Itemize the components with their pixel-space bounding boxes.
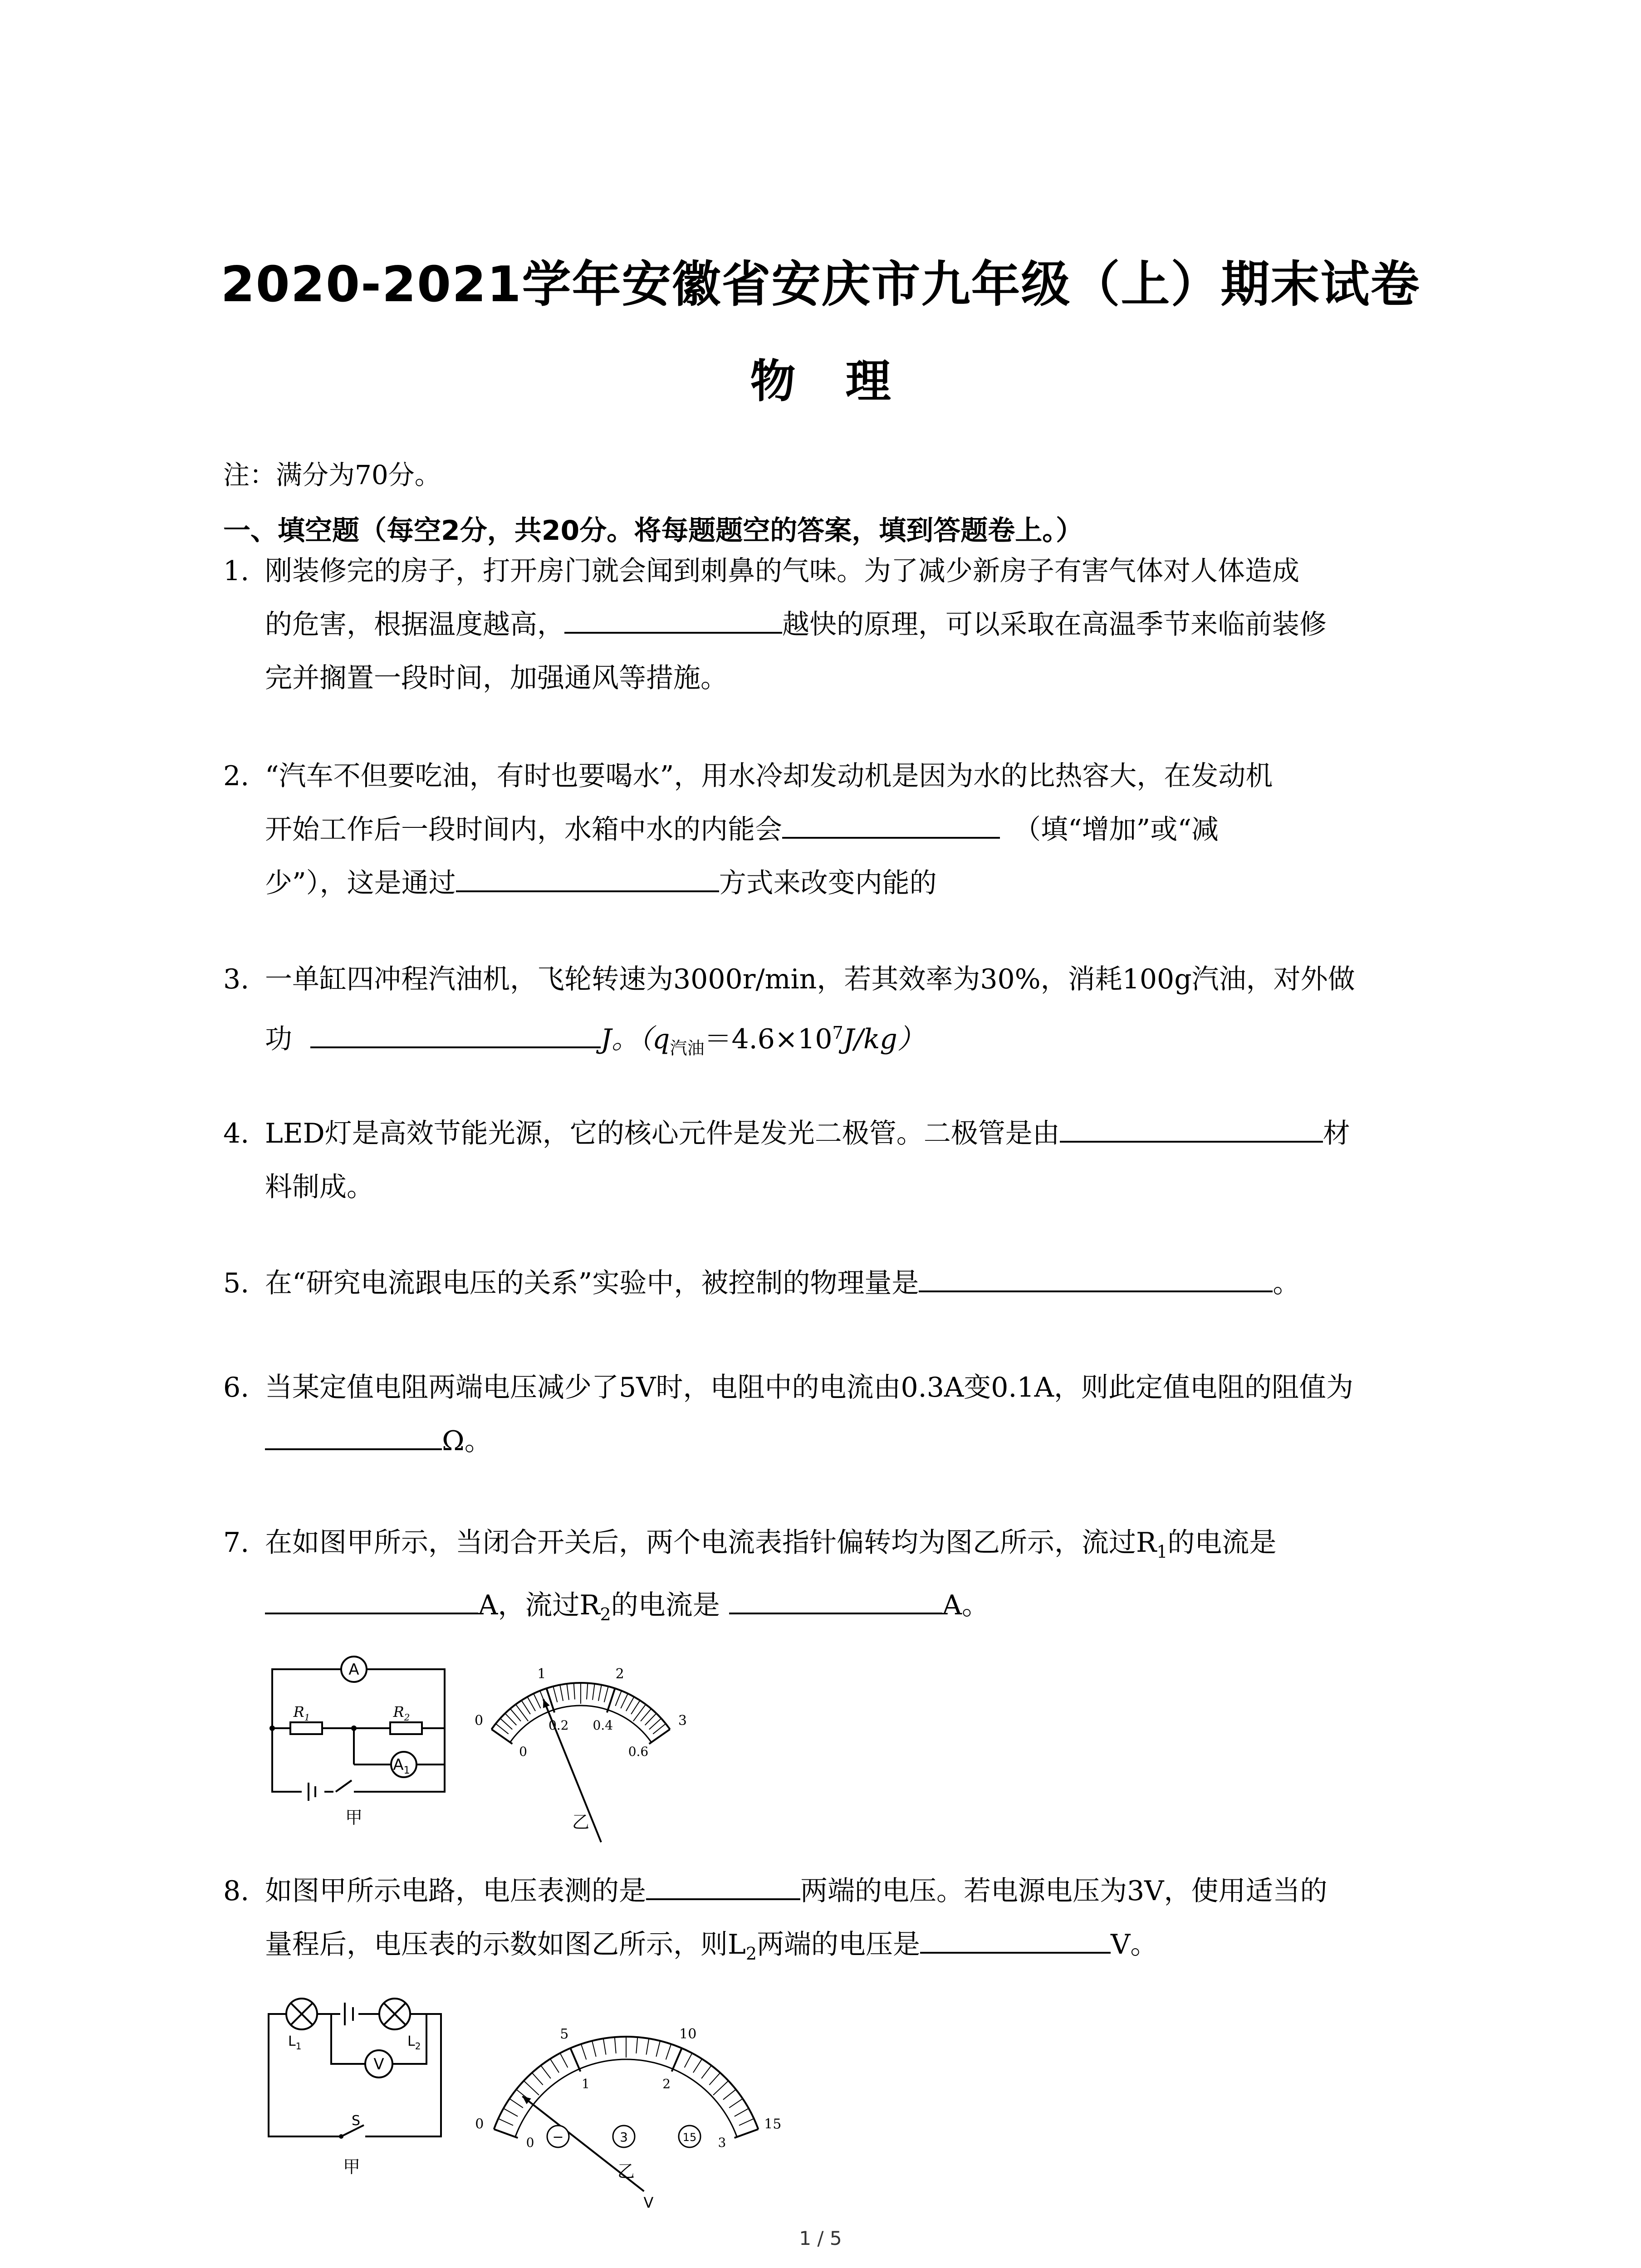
answer-blank[interactable] <box>265 1421 442 1450</box>
question-text: 料制成。 <box>265 1171 374 1203</box>
question-text: 的电流是 <box>1167 1527 1277 1559</box>
scale-tick <box>685 2053 692 2068</box>
answer-blank[interactable] <box>564 605 782 634</box>
question-2 <box>223 749 1448 910</box>
scale-tick <box>729 2099 743 2108</box>
question-number: 5. <box>223 1267 250 1299</box>
scale-tick <box>516 1704 528 1721</box>
question-text: “汽车不但要吃油，有时也要喝水”，用水冷却发动机是因为水的比热容大，在发动机 <box>265 760 1273 792</box>
question-text: 材 <box>1323 1118 1350 1149</box>
scale-label-bottom: 0.2 <box>548 1717 569 1733</box>
scale-tick <box>574 1683 575 1699</box>
resistor-r2 <box>390 1722 422 1734</box>
answer-blank[interactable] <box>310 1019 601 1048</box>
caption-yi: 乙 <box>572 1812 590 1832</box>
scale-tick <box>498 2119 513 2126</box>
scale-tick <box>504 2108 518 2116</box>
scale-tick <box>626 1697 634 1711</box>
terminal-label: − <box>552 2129 564 2145</box>
scale-label-bottom: 2 <box>662 2076 671 2092</box>
figure-8-svg <box>263 1987 808 2211</box>
question-text: 的危害，根据温度越高， <box>265 609 564 640</box>
pointer-head <box>540 1698 550 1708</box>
scale-tick <box>494 2129 518 2138</box>
ammeter-label: A <box>348 1661 359 1679</box>
score-note: 注：满分为70分。 <box>223 459 441 490</box>
scale-label-top: 0 <box>475 2116 484 2132</box>
scale-tick <box>532 2073 543 2085</box>
question-text: 当某定值电阻两端电压减少了5V时，电阻中的电流由0.3A变0.1A，则此定值电阻的阻值为 <box>265 1372 1354 1403</box>
question-text: 刚装修完的房子，打开房门就会闻到刺鼻的气味。为了减少新房子有害气体对人体造成 <box>265 555 1299 587</box>
scale-arc-inner <box>510 1706 651 1742</box>
scale-tick <box>496 1724 509 1734</box>
caption-yi: 乙 <box>617 2161 635 2181</box>
scale-tick <box>649 1729 670 1744</box>
question-8 <box>223 1864 1448 1980</box>
scale-tick <box>631 1701 640 1714</box>
terminal-label: 3 <box>620 2130 628 2145</box>
scale-tick <box>534 1694 541 1708</box>
scale-tick <box>701 2066 711 2079</box>
scale-tick <box>653 1724 666 1734</box>
scale-label-bottom: 0 <box>519 1744 527 1760</box>
scale-tick <box>527 1697 535 1711</box>
terminal-label: 15 <box>682 2131 697 2144</box>
scale-label-bottom: 0.6 <box>628 1744 649 1760</box>
scale-label-bottom: 3 <box>718 2135 726 2151</box>
answer-blank[interactable] <box>1060 1114 1323 1143</box>
scale-tick <box>581 2044 587 2059</box>
question-text: 两端的电压是 <box>757 1929 921 1960</box>
caption-jia: 甲 <box>345 1808 363 1828</box>
question-number: 3. <box>223 963 250 995</box>
scale-tick <box>735 2108 749 2116</box>
scale-label-top: 2 <box>615 1666 624 1682</box>
scale-tick <box>607 1688 615 1712</box>
voltmeter-gauge-8 <box>475 2026 781 2211</box>
section-heading: 一、填空题（每空2分，共20分。将每题题空的答案，填到答题卷上。） <box>223 515 1083 547</box>
subscript: 汽油 <box>670 1038 705 1058</box>
scale-tick <box>541 2066 551 2079</box>
question-text: 在“研究电流跟电压的关系”实验中，被控制的物理量是 <box>265 1267 919 1299</box>
resistor-r1 <box>290 1722 322 1734</box>
scale-tick <box>666 2044 671 2059</box>
question-number: 7. <box>223 1527 250 1559</box>
scale-tick <box>592 2041 596 2057</box>
scale-tick <box>656 2041 660 2057</box>
scale-tick <box>510 1709 521 1721</box>
subscript: 1 <box>1156 1542 1168 1562</box>
scale-label-bottom: 1 <box>581 2076 590 2092</box>
r2-label: $R_2$ <box>393 1703 410 1723</box>
subscript: 2 <box>745 1944 757 1964</box>
answer-blank[interactable] <box>646 1871 800 1900</box>
scale-label-top: 15 <box>764 2116 782 2132</box>
question-text: 如图甲所示电路，电压表测的是 <box>265 1875 646 1907</box>
scale-tick <box>646 2038 649 2055</box>
scale-tick <box>505 1713 516 1725</box>
l1-label: $L_1$ <box>288 2033 302 2052</box>
question-text: 在如图甲所示，当闭合开关后，两个电流表指针偏转均为图乙所示，流过R <box>265 1527 1157 1559</box>
switch-label: S <box>352 2113 361 2129</box>
question-text: 少”），这是通过 <box>265 867 456 899</box>
scale-tick <box>553 1686 557 1702</box>
figure-7-svg <box>263 1642 717 1833</box>
scale-tick <box>672 2048 682 2071</box>
question-text: 量程后，电压表的示数如图乙所示，则L <box>265 1929 746 1960</box>
question-number: 8. <box>223 1875 250 1907</box>
scale-tick <box>560 1685 563 1701</box>
question-5 <box>223 1256 1448 1310</box>
scale-tick <box>621 1694 628 1708</box>
scale-label-top: 5 <box>560 2026 569 2043</box>
scale-tick <box>709 2073 720 2085</box>
scale-tick <box>649 1718 661 1729</box>
question-text: 开始工作后一段时间内，水箱中水的内能会 <box>265 814 782 846</box>
scale-tick <box>500 1718 513 1729</box>
scale-tick <box>570 2048 580 2071</box>
scale-tick <box>524 2081 539 2095</box>
answer-blank[interactable] <box>920 1925 1111 1954</box>
scale-label-top: 10 <box>679 2026 697 2043</box>
question-number: 6. <box>223 1372 250 1403</box>
scale-tick <box>560 2053 568 2068</box>
scale-tick <box>567 1684 569 1700</box>
question-text: V。 <box>1111 1929 1158 1960</box>
scale-tick <box>598 1685 602 1701</box>
question-text: LED灯是高效节能光源，它的核心元件是发光二极管。二极管是由 <box>265 1118 1060 1149</box>
scale-tick <box>636 2037 637 2053</box>
exam-title: 2020-2021学年安徽省安庆市九年级（上）期末试卷 <box>220 256 1421 313</box>
question-1 <box>223 544 1448 705</box>
scale-tick <box>641 1709 651 1721</box>
scale-tick <box>615 1691 621 1706</box>
question-3 <box>223 953 1448 1075</box>
scale-tick <box>645 1713 656 1725</box>
superscript: 7 <box>832 1023 843 1043</box>
scale-tick <box>491 1729 512 1744</box>
scale-tick <box>723 2089 736 2099</box>
question-number: 1. <box>223 555 250 587</box>
scale-tick <box>587 1683 588 1699</box>
question-text: 越快的原理，可以采取在高温季节来临前装修 <box>782 609 1327 640</box>
question-text: 。 <box>1273 1267 1300 1299</box>
question-text: （填“增加”或“减 <box>1014 814 1219 846</box>
pointer-label: V <box>643 2194 654 2211</box>
question-text: 功 <box>265 1023 292 1055</box>
answer-blank[interactable] <box>265 1585 478 1614</box>
scale-label-bottom: 0 <box>526 2135 534 2151</box>
scale-tick <box>593 1684 595 1700</box>
subscript: 2 <box>600 1604 611 1624</box>
l2-label: $L_2$ <box>407 2033 421 2052</box>
question-text: A。 <box>942 1589 989 1621</box>
question-text: 方式来改变内能的 <box>719 867 937 899</box>
scale-tick <box>735 2129 759 2138</box>
question-text: J/kg） <box>843 1023 925 1055</box>
scale-tick <box>633 1704 646 1721</box>
r1-label: $R_1$ <box>293 1703 310 1723</box>
answer-blank[interactable] <box>919 1263 1273 1292</box>
answer-blank[interactable] <box>729 1585 942 1614</box>
question-text: A，流过R <box>478 1589 600 1621</box>
answer-blank[interactable] <box>782 810 1000 839</box>
question-text: 完并搁置一段时间，加强通风等措施。 <box>265 662 728 694</box>
junction-dot <box>269 1725 275 1731</box>
page-number: 1 / 5 <box>799 2227 842 2249</box>
scale-tick <box>713 2081 728 2095</box>
question-text: 两端的电压。若电源电压为3V，使用适当的 <box>800 1875 1327 1907</box>
scale-label-top: 0 <box>475 1712 484 1729</box>
question-text: 的电流是 <box>611 1589 720 1621</box>
figure-7 <box>263 1642 717 1833</box>
scale-tick <box>603 2038 606 2055</box>
ammeter1-label: $A_1$ <box>393 1756 410 1776</box>
scale-tick <box>693 2059 702 2072</box>
question-text: J。（q <box>601 1023 670 1055</box>
junction-dot <box>351 1725 357 1731</box>
answer-blank[interactable] <box>456 863 719 892</box>
scale-label-bottom: 0.4 <box>593 1717 613 1733</box>
voltmeter-label: V <box>373 2055 384 2073</box>
question-text: ＝4.6×10 <box>704 1023 833 1055</box>
question-4 <box>223 1107 1448 1214</box>
scale-tick <box>604 1686 608 1702</box>
question-number: 4. <box>223 1118 250 1149</box>
scale-label-top: 1 <box>537 1666 546 1682</box>
scale-label-top: 3 <box>678 1712 687 1729</box>
question-text: 一单缸四冲程汽油机，飞轮转速为3000r/min，若其效率为30%，消耗100g汽油，对外做 <box>265 963 1355 995</box>
scale-tick <box>509 2099 523 2108</box>
switch-pivot <box>339 2134 343 2139</box>
question-6 <box>223 1361 1448 1468</box>
scale-tick <box>615 2037 616 2053</box>
figure-8 <box>263 1987 808 2211</box>
caption-jia: 甲 <box>343 2157 361 2177</box>
question-number: 2. <box>223 760 250 792</box>
scale-tick <box>550 2059 559 2072</box>
scale-tick <box>521 1701 530 1714</box>
question-text: Ω。 <box>442 1425 492 1457</box>
scale-tick <box>739 2119 754 2126</box>
question-7 <box>223 1516 1448 1641</box>
subject-title: 物理 <box>750 355 941 408</box>
